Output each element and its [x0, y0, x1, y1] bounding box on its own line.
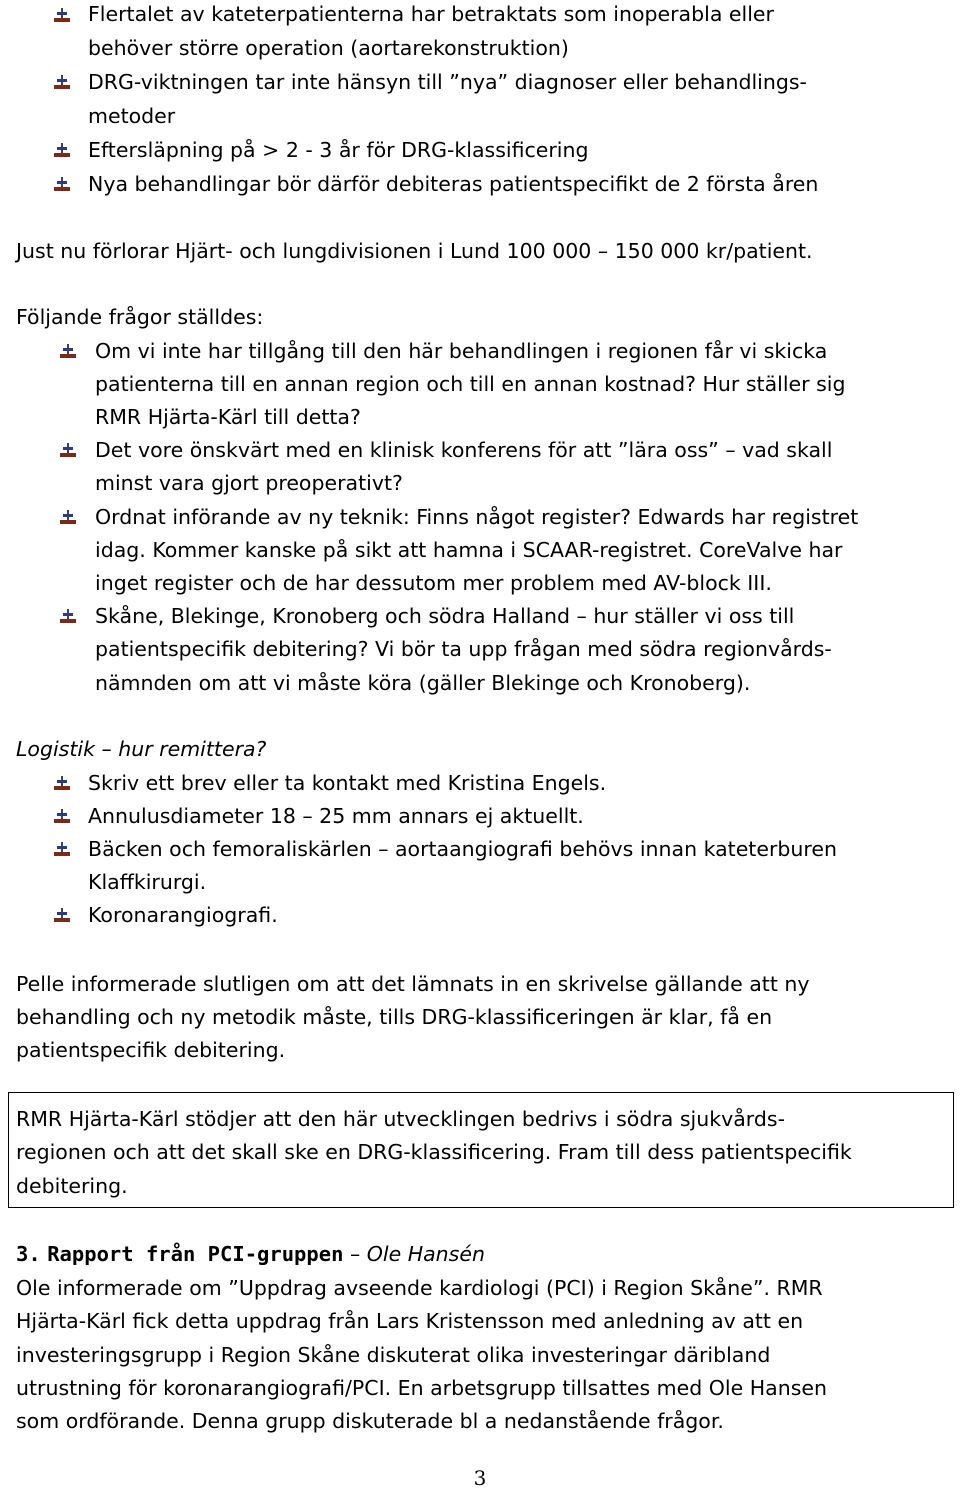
- section-dash: –: [343, 1242, 367, 1266]
- bullet-icon: [54, 842, 70, 858]
- paragraph-line: Pelle informerade slutligen om att det lämnats in en skrivelse gällande att ny: [16, 972, 810, 996]
- list-item: Det vore önskvärt med en klinisk konferens för att ”lära oss” – vad skall: [95, 438, 833, 462]
- bullet-icon: [54, 143, 70, 159]
- paragraph-line: regionen och att det skall ske en DRG-klassificering. Fram till dess patientspecifik: [16, 1140, 852, 1164]
- bullet-icon: [54, 177, 70, 193]
- section-number: 3.: [16, 1242, 41, 1266]
- paragraph-line: debitering.: [16, 1174, 128, 1198]
- list-item-cont: patientspecifik debitering? Vi bör ta upp frågan med södra regionvårds-: [95, 637, 832, 661]
- list-item-cont: behöver större operation (aortarekonstruktion): [88, 36, 569, 60]
- bullet-icon: [54, 809, 70, 825]
- section-heading: Logistik – hur remittera?: [16, 737, 267, 761]
- list-item: Nya behandlingar bör därför debiteras patientspecifikt de 2 första åren: [88, 172, 819, 196]
- paragraph-line: behandling och ny metodik måste, tills DRG-klassificeringen är klar, få en: [16, 1005, 773, 1029]
- bullet-icon: [54, 908, 70, 924]
- list-item-cont: RMR Hjärta-Kärl till detta?: [95, 405, 361, 429]
- bullet-icon: [60, 443, 76, 459]
- list-item: Eftersläpning på > 2 - 3 år för DRG-klassificering: [88, 138, 589, 162]
- bullet-icon: [60, 344, 76, 360]
- list-item: Om vi inte har tillgång till den här behandlingen i regionen får vi skicka: [95, 339, 828, 363]
- bullet-icon: [54, 8, 70, 24]
- list-item: Flertalet av kateterpatienterna har betraktats som inoperabla eller: [88, 2, 774, 26]
- list-item: Skriv ett brev eller ta kontakt med Kristina Engels.: [88, 771, 607, 795]
- list-item-cont: nämnden om att vi måste köra (gäller Blekinge och Kronoberg).: [95, 671, 751, 695]
- paragraph-line: Ole informerade om ”Uppdrag avseende kardiologi (PCI) i Region Skåne”. RMR: [16, 1276, 823, 1300]
- list-item: Skåne, Blekinge, Kronoberg och södra Halland – hur ställer vi oss till: [95, 604, 795, 628]
- bullet-icon: [60, 609, 76, 625]
- paragraph-line: Just nu förlorar Hjärt- och lungdivisionen i Lund 100 000 – 150 000 kr/patient.: [16, 239, 813, 263]
- page-number: 3: [473, 1466, 487, 1490]
- section-title: Rapport från PCI-gruppen: [47, 1242, 344, 1266]
- list-item: DRG-viktningen tar inte hänsyn till ”nya” diagnoser eller behandlings-: [88, 70, 807, 94]
- list-item-cont: minst vara gjort preoperativt?: [95, 471, 403, 495]
- list-item-cont: inget register och de har dessutom mer problem med AV-block III.: [95, 571, 772, 595]
- section-author: Ole Hansén: [366, 1242, 485, 1266]
- paragraph-line: Hjärta-Kärl fick detta uppdrag från Lars Kristensson med anledning av att en: [16, 1309, 804, 1333]
- list-item: Koronarangiografi.: [88, 903, 278, 927]
- list-item-cont: metoder: [88, 104, 176, 128]
- paragraph-line: investeringsgrupp i Region Skåne diskuterat olika investeringar däribland: [16, 1343, 771, 1367]
- bullet-icon: [54, 75, 70, 91]
- list-item: Annulusdiameter 18 – 25 mm annars ej aktuellt.: [88, 804, 584, 828]
- section-heading: Följande frågor ställdes:: [16, 305, 264, 329]
- paragraph-line: patientspecifik debitering.: [16, 1038, 286, 1062]
- paragraph-line: som ordförande. Denna grupp diskuterade bl a nedanstående frågor.: [16, 1409, 724, 1433]
- section-heading-line: [16, 1242, 485, 1266]
- list-item: Bäcken och femoraliskärlen – aortaangiografi behövs innan kateterburen: [88, 837, 837, 861]
- paragraph-line: RMR Hjärta-Kärl stödjer att den här utvecklingen bedrivs i södra sjukvårds-: [16, 1107, 785, 1131]
- list-item-cont: idag. Kommer kanske på sikt att hamna i SCAAR-registret. CoreValve har: [95, 538, 843, 562]
- list-item-cont: patienterna till en annan region och till en annan kostnad? Hur ställer sig: [95, 372, 846, 396]
- bullet-icon: [60, 510, 76, 526]
- list-item: Ordnat införande av ny teknik: Finns något register? Edwards har registret: [95, 505, 859, 529]
- bullet-icon: [54, 776, 70, 792]
- paragraph-line: utrustning för koronarangiografi/PCI. En arbetsgrupp tillsattes med Ole Hansen: [16, 1376, 828, 1400]
- list-item-cont: Klaffkirurgi.: [88, 870, 207, 894]
